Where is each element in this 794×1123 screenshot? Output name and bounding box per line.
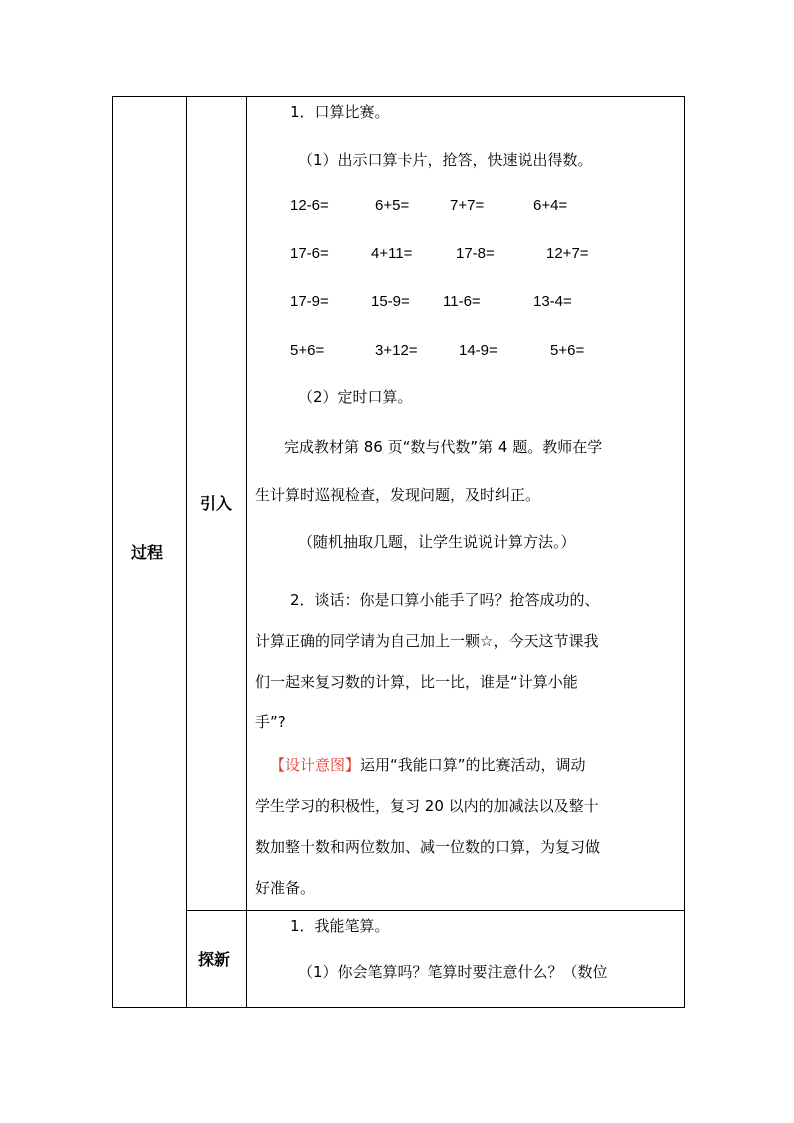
calc-item: 15-9= — [371, 293, 410, 310]
calc-item: 13-4= — [533, 293, 572, 310]
column-divider-2 — [246, 96, 247, 1008]
calc-item: 17-9= — [290, 293, 329, 310]
design-intent-line-1 — [270, 755, 586, 775]
table-bottom-border — [112, 1007, 685, 1008]
design-intent-line-2: 学生学习的积极性，复习 20 以内的加减法以及整十 — [255, 797, 599, 815]
explore-heading-1: 1．我能笔算。 — [290, 917, 390, 935]
calc-item: 12+7= — [546, 245, 589, 262]
explore-label: 探新 — [198, 950, 231, 969]
intro-heading-1: 1．口算比赛。 — [290, 103, 390, 121]
intro-sub-1: （1）出示口算卡片，抢答，快速说出得数。 — [298, 151, 593, 169]
intro-label: 引入 — [200, 494, 233, 513]
talk-line-3: 们一起来复习数的计算，比一比，谁是“计算小能 — [255, 673, 578, 691]
process-label: 过程 — [131, 543, 164, 562]
calc-item: 12-6= — [290, 197, 329, 214]
design-intent-label: 【设计意图】 — [270, 756, 361, 774]
talk-line-4: 手”? — [255, 713, 286, 731]
design-intent-text: 运用“我能口算”的比赛活动，调动 — [360, 756, 586, 774]
table-right-border — [684, 96, 685, 1008]
table-left-border — [112, 96, 113, 1008]
design-intent-line-4: 好准备。 — [255, 879, 316, 897]
calc-item: 7+7= — [450, 197, 485, 214]
calc-item: 17-6= — [290, 245, 329, 262]
calc-item: 6+5= — [375, 197, 410, 214]
calc-item: 14-9= — [459, 342, 498, 359]
design-intent-line-3: 数加整十数和两位数加、减一位数的口算，为复习做 — [255, 838, 601, 856]
calc-item: 5+6= — [550, 342, 585, 359]
calc-item: 3+12= — [375, 342, 418, 359]
calc-item: 5+6= — [290, 342, 325, 359]
talk-line-1: 2．谈话：你是口算小能手了吗？抢答成功的、 — [290, 591, 600, 609]
talk-line-2: 计算正确的同学请为自己加上一颗☆，今天这节课我 — [255, 632, 599, 650]
calc-item: 17-8= — [456, 245, 495, 262]
row-divider — [186, 910, 685, 911]
intro-para-1-line-2: 生计算时巡视检查，发现问题，及时纠正。 — [255, 486, 541, 504]
intro-para-2: （随机抽取几题，让学生说说计算方法。） — [298, 533, 576, 551]
calc-item: 4+11= — [371, 245, 413, 262]
column-divider-1 — [186, 96, 187, 1008]
table-top-border — [112, 96, 685, 97]
calc-item: 11-6= — [443, 293, 481, 310]
intro-sub-2: （2）定时口算。 — [298, 388, 413, 406]
calc-item: 6+4= — [533, 197, 568, 214]
explore-sub-1: （1）你会笔算吗？笔算时要注意什么？（数位 — [298, 963, 608, 981]
intro-para-1-line-1: 完成教材第 86 页“数与代数”第 4 题。教师在学 — [284, 438, 603, 456]
